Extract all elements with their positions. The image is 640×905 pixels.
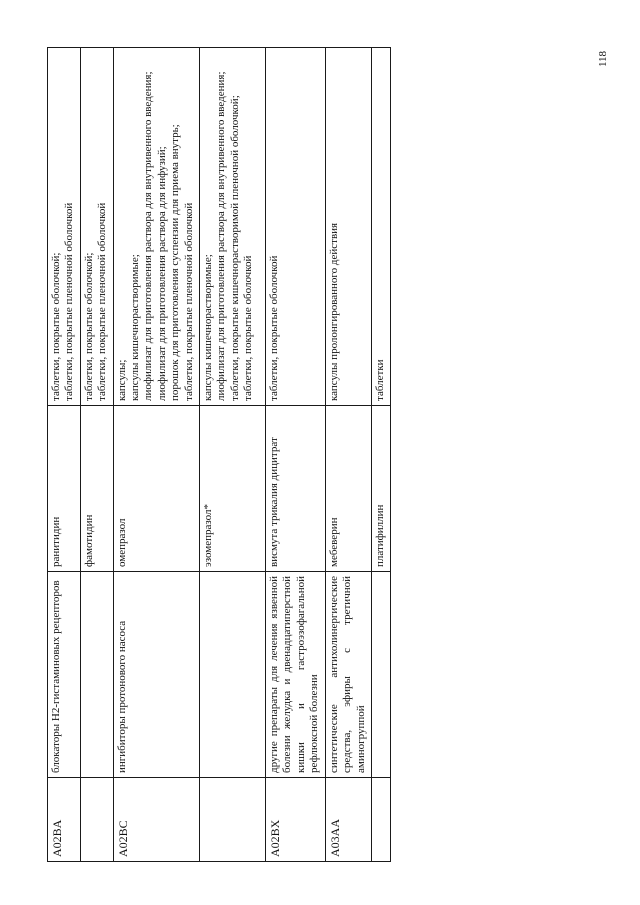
table-row	[48, 48, 81, 862]
dosage-form: таблетки, покрытые оболочкой;	[50, 252, 62, 401]
dosage-form: таблетки, покрытые оболочкой;	[82, 252, 95, 401]
group-cell	[80, 572, 113, 778]
page-number	[588, 42, 618, 76]
dosage-forms-cell	[48, 48, 81, 406]
dosage-forms-cell	[325, 48, 371, 406]
drug-table	[47, 47, 391, 862]
rotated-sheet	[47, 48, 555, 862]
drug-name-cell: ранитидин	[48, 406, 81, 572]
dosage-form: таблетки, покрытые пленочной оболочкой	[96, 202, 109, 401]
table-row	[80, 48, 113, 862]
atc-code-cell	[371, 778, 390, 862]
table-row	[325, 48, 371, 862]
dosage-form: таблетки, покрытые пленочной оболочкой	[182, 202, 195, 401]
group-cell	[200, 572, 266, 778]
dosage-form: таблетки	[373, 359, 386, 401]
dosage-form: капсулы кишечнорастворимые;	[129, 254, 142, 401]
atc-code-cell	[80, 778, 113, 862]
group-cell: ингибиторы протонового насоса	[113, 572, 199, 778]
dosage-form: порошок для приготовления суспензии для приема внутрь;	[169, 124, 182, 401]
dosage-forms-cell	[266, 48, 326, 406]
dosage-form: лиофилизат для приготовления раствора для внутривенного введения;	[142, 71, 155, 401]
atc-code-cell: A03AA	[325, 778, 371, 862]
table-row	[371, 48, 390, 862]
dosage-form: таблетки, покрытые пленочной оболочкой	[63, 202, 76, 401]
drug-name-cell: платифиллин	[371, 406, 390, 572]
dosage-forms-cell	[371, 48, 390, 406]
dosage-forms-cell	[200, 48, 266, 406]
dosage-form: лиофилизат для приготовления раствора для внутривенного введения;	[215, 71, 228, 401]
dosage-form: капсулы;	[115, 359, 128, 401]
atc-code-cell	[200, 778, 266, 862]
table-row	[200, 48, 266, 862]
table-row	[113, 48, 199, 862]
dosage-forms-cell	[80, 48, 113, 406]
group-cell: блокаторы Н2-гистаминовых рецепторов	[48, 572, 81, 778]
dosage-form: капсулы пролонгированного действия	[327, 222, 340, 401]
group-cell: другие препараты для лечения язвенной болезни желудка и двенадцатиперстной кишки и гастроэзофагальной рефлюксной болезни	[266, 572, 326, 778]
atc-code-cell: A02BA	[48, 778, 81, 862]
drug-name-cell: омепразол	[113, 406, 199, 572]
dosage-form: лиофилизат для приготовления раствора для инфузий;	[155, 146, 168, 401]
drug-name-cell: фамотидин	[80, 406, 113, 572]
dosage-form: таблетки, покрытые кишечнорастворимой пленочной оболочкой;	[228, 95, 241, 401]
group-cell: синтетические антихолинергические средства, эфиры с третичной аминогруппой	[325, 572, 371, 778]
dosage-forms-cell	[113, 48, 199, 406]
atc-code-cell: A02BX	[266, 778, 326, 862]
dosage-form: таблетки, покрытые оболочкой	[242, 255, 255, 401]
drug-name-cell: эзомепразол*	[200, 406, 266, 572]
table-row	[266, 48, 326, 862]
drug-name-cell: висмута трикалия дицитрат	[266, 406, 326, 572]
dosage-form: таблетки, покрытые оболочкой	[268, 255, 281, 401]
group-cell	[371, 572, 390, 778]
atc-code-cell: A02BC	[113, 778, 199, 862]
dosage-form: капсулы кишечнорастворимые;	[202, 254, 215, 401]
drug-name-cell: мебеверин	[325, 406, 371, 572]
page-number-text: 118	[597, 50, 609, 68]
